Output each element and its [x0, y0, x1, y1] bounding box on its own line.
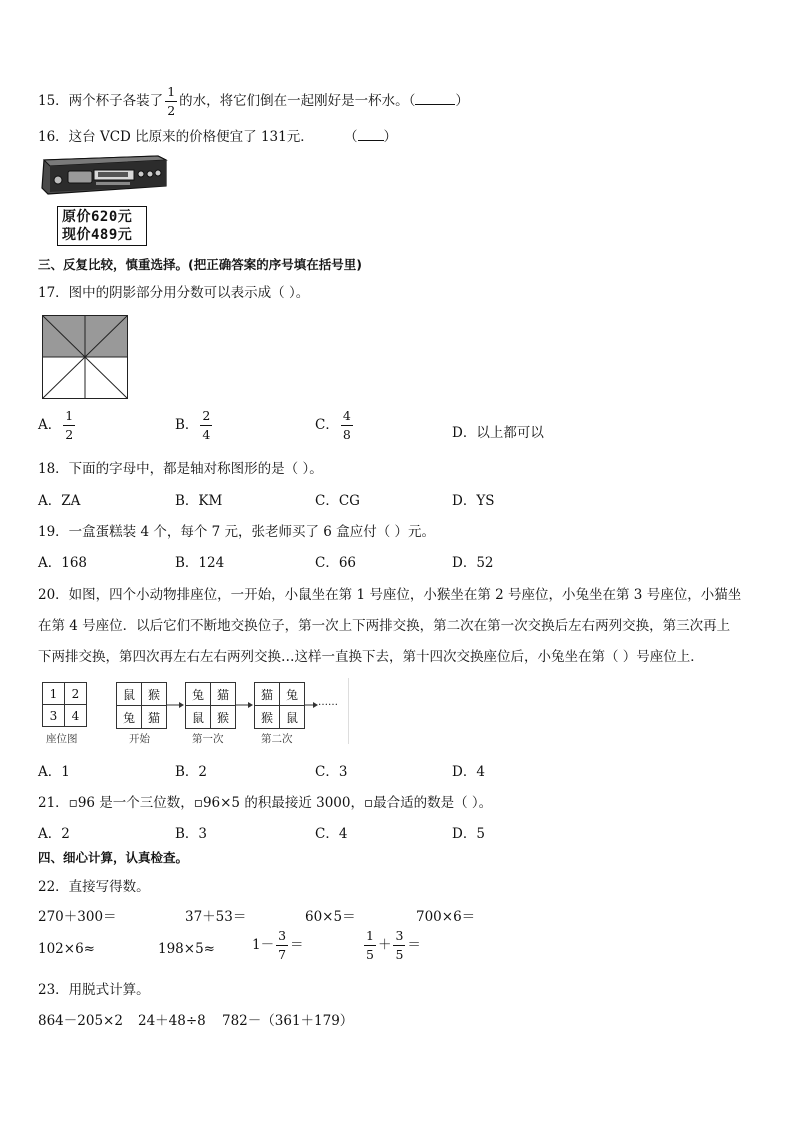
question-15: 15．两个杯子各装了 $\frac{1}{2}$ 的水，将它们倒在一起刚好是一杯水。（ ）: [38, 84, 469, 118]
q15-suffix: 的水，将它们倒在一起刚好是一杯水。（: [179, 93, 416, 109]
continuation-dots: ……: [318, 697, 338, 708]
question-22: 22．直接写得数。: [38, 879, 150, 895]
second-swap-cell: 猴: [254, 705, 280, 729]
first-swap-cell: 鼠: [185, 705, 211, 729]
calc-item-fraction: 1－ $\frac{3}{7}$ ＝: [252, 928, 304, 962]
original-price: 原价620元: [62, 209, 133, 225]
q18-option-c[interactable]: C．CG: [315, 493, 360, 509]
q18-option-d[interactable]: D．YS: [452, 493, 495, 509]
q21-option-c[interactable]: C．4: [315, 826, 348, 842]
question-23: 23．用脱式计算。: [38, 982, 150, 998]
q18-option-b[interactable]: B．KM: [175, 493, 223, 509]
question-18: 18．下面的字母中，都是轴对称图形的是（ ）。: [38, 461, 323, 477]
q21-option-a[interactable]: A．2: [38, 826, 70, 842]
calc-item-fraction: $\frac{1}{5}$ ＋ $\frac{3}{5}$ ＝: [366, 928, 421, 962]
shaded-square-figure: [42, 315, 128, 399]
q19-option-d[interactable]: D．52: [452, 555, 494, 571]
arrow-right-icon: [167, 700, 185, 710]
arrow-right-icon: [305, 700, 319, 710]
calc-item: 700×6＝: [416, 909, 476, 925]
fraction-one-half: $\frac{1}{2}$: [167, 84, 176, 118]
second-swap-cell: 猫: [254, 682, 280, 706]
answer-blank[interactable]: [415, 92, 455, 105]
second-swap-cell: 兔: [279, 682, 305, 706]
q20-option-b[interactable]: B．2: [175, 764, 208, 780]
start-cell: 兔: [116, 705, 142, 729]
question-16: 16．这台 VCD 比原来的价格便宜了 131元． （ ）: [38, 129, 398, 145]
q17-option-a[interactable]: A． $\frac{1}{2}$: [38, 408, 74, 442]
calc-item: 270＋300＝: [38, 909, 117, 925]
question-21: 21．▫96 是一个三位数，▫96×5 的积最接近 3000，▫最合适的数是（ ）。: [38, 795, 493, 811]
q19-option-a[interactable]: A．168: [38, 555, 88, 571]
question-20-line-3: 下两排交换，第四次再左右左右两列交换…这样一直换下去，第十四次交换座位后，小兔坐在第（ ）号座位上．: [38, 649, 704, 665]
seat-cell: 3: [42, 704, 65, 727]
calc-item: 60×5＝: [305, 909, 356, 925]
price-tag: [57, 206, 147, 246]
q17-option-c[interactable]: C． $\frac{4}{8}$: [315, 408, 351, 442]
seat-cell: 4: [64, 704, 87, 727]
caption-seat-chart: 座位图: [46, 733, 78, 745]
q21-option-d[interactable]: D．5: [452, 826, 485, 842]
section-3-title: 三、反复比较，慎重选择。(把正确答案的序号填在括号里): [38, 257, 362, 272]
q19-option-b[interactable]: B．124: [175, 555, 225, 571]
question-17: 17．图中的阴影部分用分数可以表示成（ ）。: [38, 285, 310, 301]
q17-option-b[interactable]: B． $\frac{2}{4}$: [175, 408, 211, 442]
current-price: 现价489元: [62, 227, 133, 243]
first-swap-cell: 猫: [210, 682, 236, 706]
start-cell: 猴: [141, 682, 167, 706]
start-cell: 猫: [141, 705, 167, 729]
q21-option-b[interactable]: B．3: [175, 826, 208, 842]
seat-cell: 2: [64, 682, 87, 705]
calc-item: 198×5≈: [158, 941, 215, 957]
figure-right-border: [348, 678, 349, 744]
q20-option-d[interactable]: D．4: [452, 764, 485, 780]
q20-option-a[interactable]: A．1: [38, 764, 70, 780]
section-4-title: 四、细心计算，认真检查。: [38, 850, 189, 865]
q18-option-a[interactable]: A．ZA: [38, 493, 81, 509]
question-20-line-1: 20．如图，四个小动物排座位，一开始，小鼠坐在第 1 号座位，小猴坐在第 2 号座位，小兔坐在第 3 号座位，小猫坐: [38, 587, 742, 603]
caption-first: 第一次: [192, 733, 224, 745]
start-cell: 鼠: [116, 682, 142, 706]
arrow-right-icon: [236, 700, 254, 710]
q16-text: 16．这台 VCD 比原来的价格便宜了 131元．: [38, 129, 314, 145]
vcd-player-image: [38, 152, 170, 198]
calc-item: 37＋53＝: [185, 909, 247, 925]
calc-item: 864－205×2: [38, 1013, 123, 1029]
q19-option-c[interactable]: C．66: [315, 555, 357, 571]
question-19: 19．一盒蛋糕装 4 个，每个 7 元，张老师买了 6 盒应付（ ）元。: [38, 524, 435, 540]
q17-option-d[interactable]: D．以上都可以: [452, 425, 544, 441]
calc-item: 782－（361＋179）: [222, 1013, 354, 1029]
q20-option-c[interactable]: C．3: [315, 764, 348, 780]
caption-start: 开始: [129, 733, 150, 745]
calc-item: 102×6≈: [38, 941, 95, 957]
calc-item: 24＋48÷8: [138, 1013, 206, 1029]
seat-cell: 1: [42, 682, 65, 705]
question-20-line-2: 在第 4 号座位．以后它们不断地交换位子，第一次上下两排交换，第二次在第一次交换后左右两列交换，第三次再上: [38, 618, 731, 634]
q15-prefix: 15．两个杯子各装了: [38, 93, 164, 109]
caption-second: 第二次: [261, 733, 293, 745]
answer-blank[interactable]: [358, 128, 384, 141]
first-swap-cell: 兔: [185, 682, 211, 706]
first-swap-cell: 猴: [210, 705, 236, 729]
second-swap-cell: 鼠: [279, 705, 305, 729]
